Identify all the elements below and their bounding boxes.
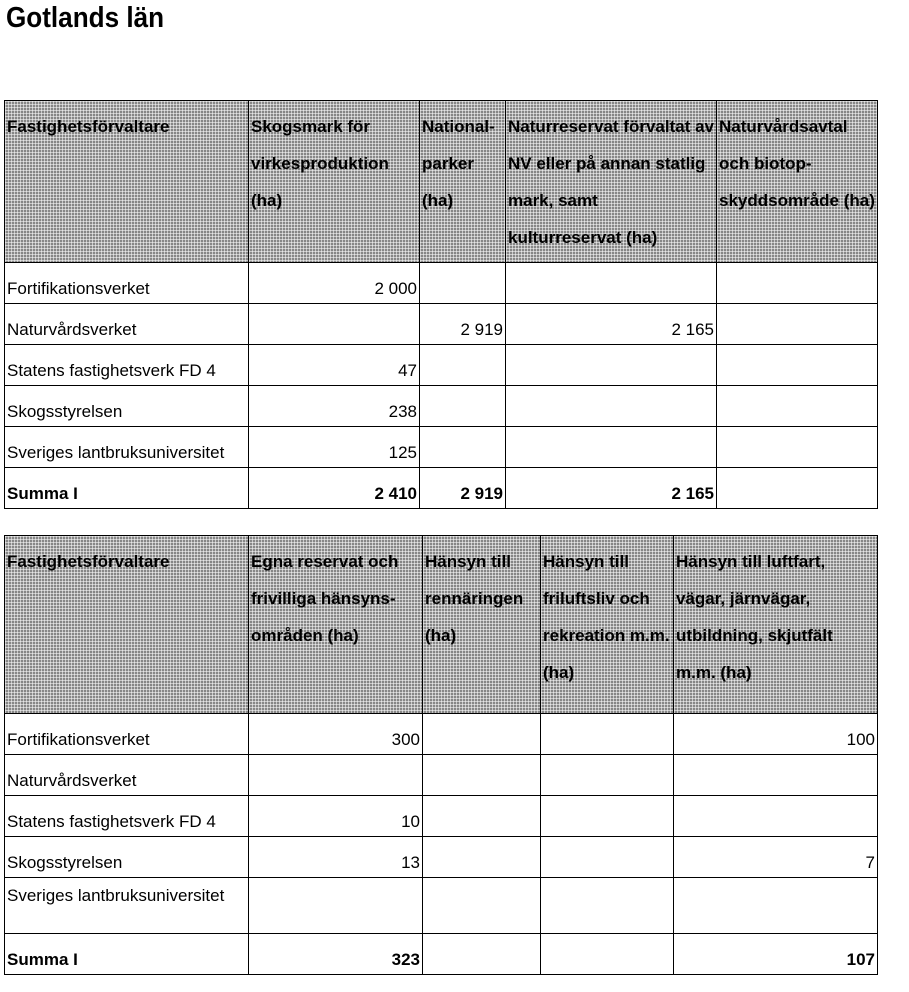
row-label: Skogsstyrelsen <box>5 386 249 427</box>
cell: 2 919 <box>420 304 506 345</box>
total-cell <box>423 934 541 975</box>
cell: 2 000 <box>249 263 420 304</box>
total-cell: 2 919 <box>420 468 506 509</box>
cell <box>249 878 423 934</box>
header-row <box>5 536 878 714</box>
cell: 100 <box>674 714 878 755</box>
total-cell: 2 165 <box>506 468 717 509</box>
cell <box>506 345 717 386</box>
cell <box>420 345 506 386</box>
row-label: Fortifikationsverket <box>5 714 249 755</box>
total-label: Summa I <box>5 934 249 975</box>
header-cell: Egna reservat och frivilliga hänsyns-områden (ha) <box>249 536 423 714</box>
row-label: Statens fastighetsverk FD 4 <box>5 345 249 386</box>
table-row <box>5 345 878 386</box>
cell <box>541 755 674 796</box>
cell <box>249 755 423 796</box>
cell: 2 165 <box>506 304 717 345</box>
row-label: Statens fastighetsverk FD 4 <box>5 796 249 837</box>
table-row <box>5 427 878 468</box>
table-row <box>5 837 878 878</box>
header-cell: Naturvårdsavtal och biotop-skyddsområde (ha) <box>717 101 878 263</box>
header-cell: Fastighetsförvaltare <box>5 536 249 714</box>
row-label: Naturvårdsverket <box>5 755 249 796</box>
total-cell: 323 <box>249 934 423 975</box>
header-cell: Hänsyn till rennäringen (ha) <box>423 536 541 714</box>
table-row <box>5 796 878 837</box>
cell <box>674 878 878 934</box>
table-row <box>5 386 878 427</box>
cell: 125 <box>249 427 420 468</box>
cell <box>674 796 878 837</box>
row-label: Fortifikationsverket <box>5 263 249 304</box>
cell <box>423 755 541 796</box>
page-title: Gotlands län <box>6 2 165 34</box>
cell <box>717 427 878 468</box>
cell <box>717 263 878 304</box>
row-label: Sveriges lantbruksuniversitet <box>5 878 249 934</box>
cell: 300 <box>249 714 423 755</box>
cell: 7 <box>674 837 878 878</box>
header-cell: Fastighetsförvaltare <box>5 101 249 263</box>
cell: 47 <box>249 345 420 386</box>
cell <box>541 878 674 934</box>
total-cell <box>541 934 674 975</box>
table-row <box>5 263 878 304</box>
cell <box>423 837 541 878</box>
cell <box>506 386 717 427</box>
table-row <box>5 304 878 345</box>
total-cell <box>717 468 878 509</box>
table-row <box>5 878 878 934</box>
cell <box>541 837 674 878</box>
row-label: Naturvårdsverket <box>5 304 249 345</box>
total-row <box>5 934 878 975</box>
cell <box>423 714 541 755</box>
header-cell: Skogsmark för virkesproduktion (ha) <box>249 101 420 263</box>
table-row <box>5 714 878 755</box>
total-cell: 107 <box>674 934 878 975</box>
row-label: Sveriges lantbruksuniversitet <box>5 427 249 468</box>
header-cell: Naturreservat förvaltat av NV eller på annan statlig mark, samt kulturreservat (ha) <box>506 101 717 263</box>
cell <box>423 878 541 934</box>
total-cell: 2 410 <box>249 468 420 509</box>
cell <box>717 304 878 345</box>
header-cell: Hänsyn till luftfart, vägar, järnvägar, utbildning, skjutfält m.m. (ha) <box>674 536 878 714</box>
cell <box>717 386 878 427</box>
header-row <box>5 101 878 263</box>
property-table-2 <box>4 535 878 975</box>
cell <box>541 796 674 837</box>
cell: 238 <box>249 386 420 427</box>
cell <box>674 755 878 796</box>
cell <box>423 796 541 837</box>
cell <box>506 263 717 304</box>
cell <box>420 386 506 427</box>
total-row <box>5 468 878 509</box>
header-cell: Hänsyn till friluftsliv och rekreation m.m. (ha) <box>541 536 674 714</box>
cell <box>541 714 674 755</box>
total-label: Summa I <box>5 468 249 509</box>
cell <box>506 427 717 468</box>
cell <box>249 304 420 345</box>
cell <box>420 263 506 304</box>
cell: 10 <box>249 796 423 837</box>
cell <box>717 345 878 386</box>
table-row <box>5 755 878 796</box>
property-table-1 <box>4 100 878 509</box>
header-cell: National-parker (ha) <box>420 101 506 263</box>
row-label: Skogsstyrelsen <box>5 837 249 878</box>
cell: 13 <box>249 837 423 878</box>
cell <box>420 427 506 468</box>
